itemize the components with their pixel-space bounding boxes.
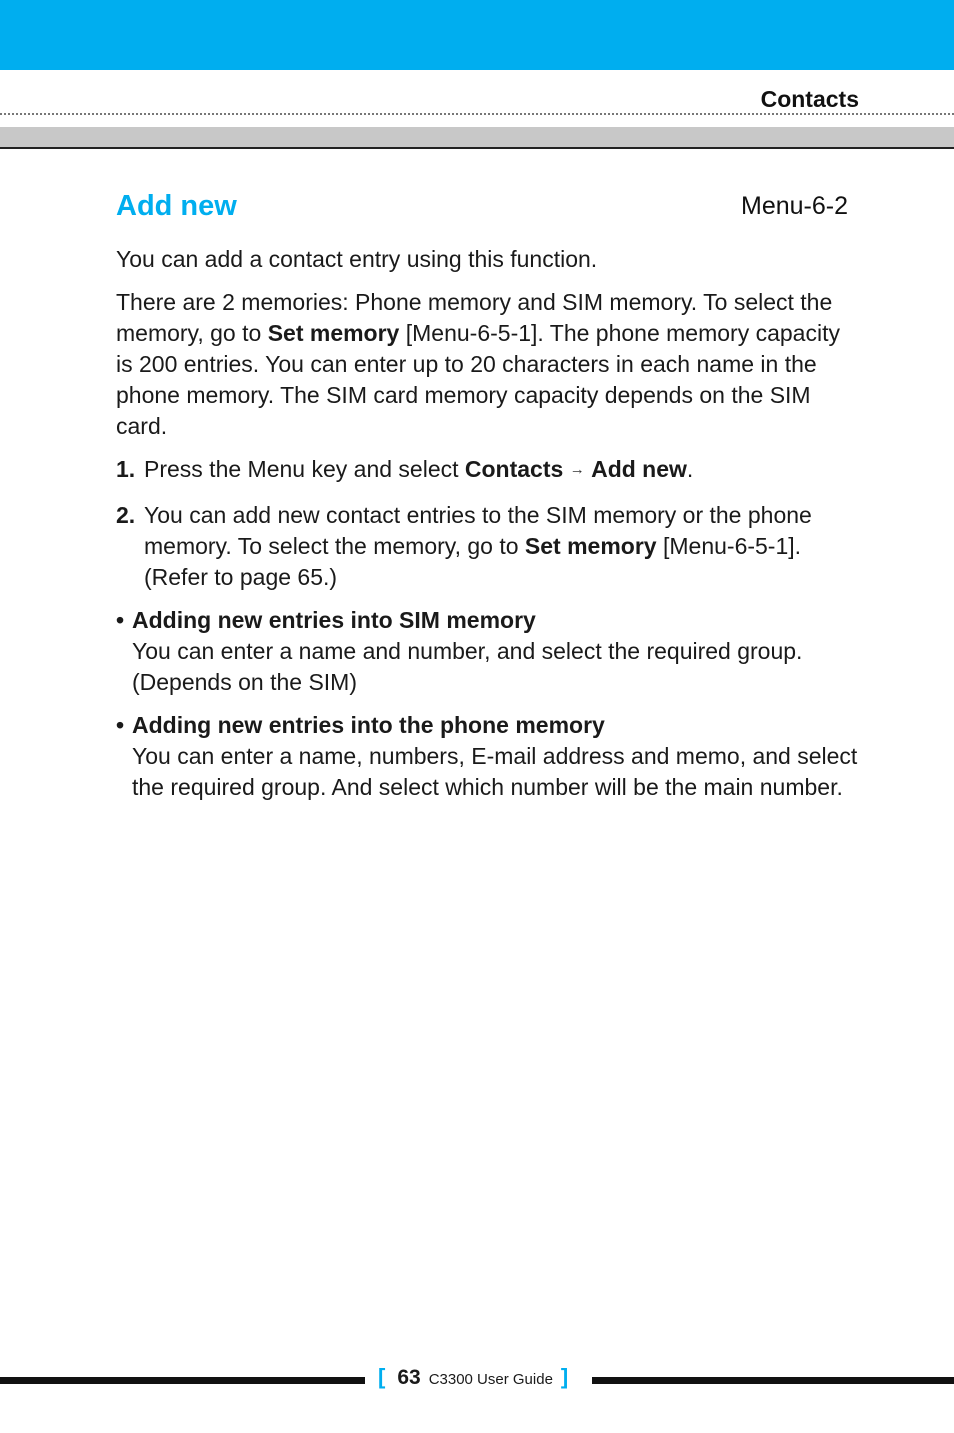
bullet-icon: •: [116, 607, 125, 633]
header-color-band: [0, 0, 954, 70]
step-1-end: .: [686, 456, 694, 482]
main-content: [116, 244, 861, 815]
memory-paragraph-text-2: [Menu-6-5-1]. The phone memory capacity is 200 entries. You can enter up to 20 characters in each name in the phone memory. The SIM card memory capacity depends on the SIM card.: [116, 320, 840, 439]
bullet-text: You can enter a name, numbers, E-mail address and memo, and select the required group. And select which number will be the main number.: [132, 743, 858, 800]
step-2-end: [Menu-6-5-1]. (Refer to page 65.): [144, 533, 802, 590]
set-memory-term: Set memory: [524, 533, 657, 559]
right-arrow-icon: →: [569, 461, 585, 478]
bullet-sim-memory: [116, 605, 861, 698]
footer-bracket-open: [: [378, 1364, 386, 1389]
bullet-heading: Adding new entries into SIM memory: [132, 607, 536, 633]
add-new-term: Add new: [591, 456, 687, 482]
memory-paragraph: [116, 287, 861, 442]
header-gray-band: [0, 127, 954, 149]
step-number: 1.: [116, 456, 136, 482]
menu-code: Menu-6-2: [741, 192, 848, 220]
section-label: Contacts: [760, 86, 859, 112]
bullet-phone-memory: [116, 710, 861, 803]
bullet-body: [132, 605, 861, 698]
step-2: [116, 500, 861, 593]
set-memory-term: Set memory: [267, 320, 400, 346]
footer-left-rule: [0, 1377, 365, 1384]
page-number: 63: [397, 1366, 421, 1389]
bullet-text: You can enter a name and number, and select the required group. (Depends on the SIM): [132, 638, 803, 695]
bullet-body: [132, 710, 861, 803]
intro-paragraph: You can add a contact entry using this function.: [116, 246, 598, 272]
contacts-term: Contacts: [464, 456, 564, 482]
step-1-text: Press the Menu key and select: [144, 456, 465, 482]
step-text: [144, 454, 861, 488]
step-number: 2.: [116, 502, 136, 528]
guide-name: C3300 User Guide: [428, 1371, 553, 1388]
page-title: Add new: [116, 190, 237, 222]
bullet-icon: •: [116, 712, 125, 738]
page-footer: [378, 1364, 578, 1390]
step-text: [144, 500, 861, 593]
dotted-divider: [0, 113, 954, 115]
footer-right-rule: [592, 1377, 954, 1384]
memory-paragraph-text-1: There are 2 memories: Phone memory and SIM memory. To select the memory, go to: [116, 289, 833, 346]
step-1: [116, 454, 861, 488]
footer-bracket-close: ]: [560, 1364, 569, 1389]
step-2-text: You can add new contact entries to the SIM memory or the phone memory. To select the memory, go to: [144, 502, 812, 559]
bullet-heading: Adding new entries into the phone memory: [132, 712, 605, 738]
